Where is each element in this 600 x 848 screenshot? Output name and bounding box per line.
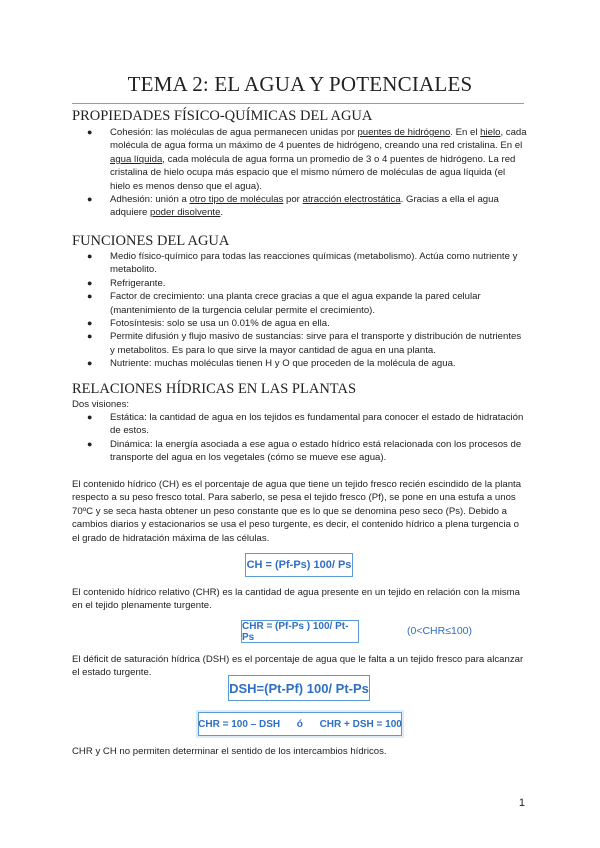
- underlined-term: agua líquida: [110, 153, 163, 165]
- heading-propiedades: PROPIEDADES FÍSICO-QUÍMICAS DEL AGUA: [72, 108, 373, 124]
- text-segment: Adhesión: unión a: [110, 194, 190, 206]
- underlined-term: hielo: [480, 127, 501, 138]
- list-propiedades: [72, 126, 527, 220]
- text-segment: , cada molécula de agua forma un promedio de 3 o 4 puentes de hidrógeno. La red cristalina de hielo ocupa más espacio que el mismo número de moléculas de agua líquida (el hielo es menos denso que el agua).: [110, 153, 516, 192]
- title-divider: [72, 103, 524, 104]
- bullet-icon: ●: [87, 318, 93, 329]
- list-item: [72, 438, 527, 465]
- list-item: [72, 330, 527, 357]
- page-number: 1: [518, 797, 525, 809]
- list-item: [72, 290, 527, 317]
- bullet-icon: ●: [87, 194, 93, 205]
- list-item: [72, 250, 527, 277]
- formula-chr: CHR = (Pf-Ps ) 100/ Pt-Ps: [241, 620, 359, 643]
- heading-funciones: FUNCIONES DEL AGUA: [72, 233, 230, 249]
- underlined-term: atracción electrostática: [302, 194, 401, 206]
- underlined-term: otro tipo de moléculas: [189, 194, 284, 206]
- text-segment: Refrigerante.: [110, 277, 166, 289]
- text-segment: Permite difusión y flujo masivo de sustancias: sirve para el transporte y distribución de nutrientes y metabolitos. Es para lo que sirve la mayor cantidad de agua en una planta.: [110, 331, 522, 356]
- list-visiones: [72, 411, 527, 465]
- text-segment: .: [220, 207, 224, 219]
- formula-ch: CH = (Pf-Ps) 100/ Ps: [245, 553, 353, 577]
- chr-range: (0<CHR≤100): [407, 625, 472, 637]
- bullet-icon: ●: [87, 291, 93, 302]
- bullet-icon: ●: [87, 127, 93, 137]
- text-segment: Fotosíntesis: solo se usa un 0.01% de agua en ella.: [110, 318, 330, 330]
- text-segment: . En el: [450, 127, 481, 138]
- list-item: [72, 126, 527, 193]
- text-segment: por: [283, 194, 303, 206]
- underlined-term: poder disolvente: [150, 207, 221, 219]
- list-item: [72, 277, 527, 290]
- paragraph-contenido-hidrico: El contenido hídrico (CH) es el porcentaje de agua que tiene un tejido fresco recién escindido de la planta respecto a su peso fresco total. Para saberlo, se pesa el tejido fresco (Pf), se pone en una estufa a unos 70ºC y se seca hasta obtener un peso constante que es lo que se denomina peso seco (Ps). Debido a cambios diarios y estacionarios se usa el peso turgente, es decir, el contenido hídrico a plena turgencia o el grado de hidratación máxima de las células.: [72, 479, 522, 544]
- text-segment: Dinámica: la energía asociada a ese agua o estado hídrico está relacionada con los procesos de transporte del agua en los vegetales (cómo se mueve ese agua).: [110, 438, 522, 464]
- intro-visiones: Dos visiones:: [72, 399, 130, 410]
- formula-dsh: DSH=(Pt-Pf) 100/ Pt-Ps: [228, 675, 370, 701]
- underlined-term: puentes de hidrógeno: [357, 127, 451, 138]
- page-title: TEMA 2: EL AGUA Y POTENCIALES: [127, 72, 473, 96]
- list-item: [72, 411, 527, 438]
- text-segment: Cohesión: las moléculas de agua permanecen unidas por: [110, 127, 358, 138]
- formula-relacion-chr-dsh: CHR = 100 – DSH ó CHR + DSH = 100: [198, 712, 402, 736]
- paragraph-deficit-saturacion: El déficit de saturación hídrica (DSH) es el porcentaje de agua que le falta a un tejido fresco para alcanzar el estado turgente.: [72, 654, 524, 679]
- bullet-icon: ●: [87, 331, 93, 342]
- paragraph-contenido-hidrico-relativo: El contenido hídrico relativo (CHR) es la cantidad de agua presente en un tejido en relación con la misma en el tejido plenamente turgente.: [72, 587, 520, 612]
- text-segment: Nutriente: muchas moléculas tienen H y O que proceden de la molécula de agua.: [110, 358, 456, 370]
- list-item: [72, 357, 527, 370]
- list-item: [72, 193, 527, 220]
- text-segment: Medio físico-químico para todas las reacciones químicas (metabolismo). Actúa como nutriente y metabolito.: [110, 251, 518, 276]
- text-segment: . Gracias a ella el agua adquiere: [110, 194, 499, 219]
- list-funciones: [72, 250, 527, 371]
- heading-relaciones: RELACIONES HÍDRICAS EN LAS PLANTAS: [72, 381, 357, 397]
- text-segment: Factor de crecimiento: una planta crece gracias a que el agua expande la pared celular (mantenimiento de la turgencia celular permite el crecimiento).: [110, 291, 481, 316]
- bullet-icon: ●: [87, 251, 93, 261]
- list-item: [72, 317, 527, 330]
- bullet-icon: ●: [87, 358, 93, 369]
- bullet-icon: ●: [87, 438, 93, 449]
- bullet-icon: ●: [87, 412, 93, 422]
- paragraph-conclusion: CHR y CH no permiten determinar el sentido de los intercambios hídricos.: [72, 746, 387, 757]
- text-segment: , cada molécula de agua forma un máximo de 4 puentes de hidrógeno, creando una red cristalina. En el: [110, 127, 527, 152]
- bullet-icon: ●: [87, 277, 93, 288]
- text-segment: Estática: la cantidad de agua en los tejidos es fundamental para conocer el estado de hidratación de estos.: [110, 412, 524, 437]
